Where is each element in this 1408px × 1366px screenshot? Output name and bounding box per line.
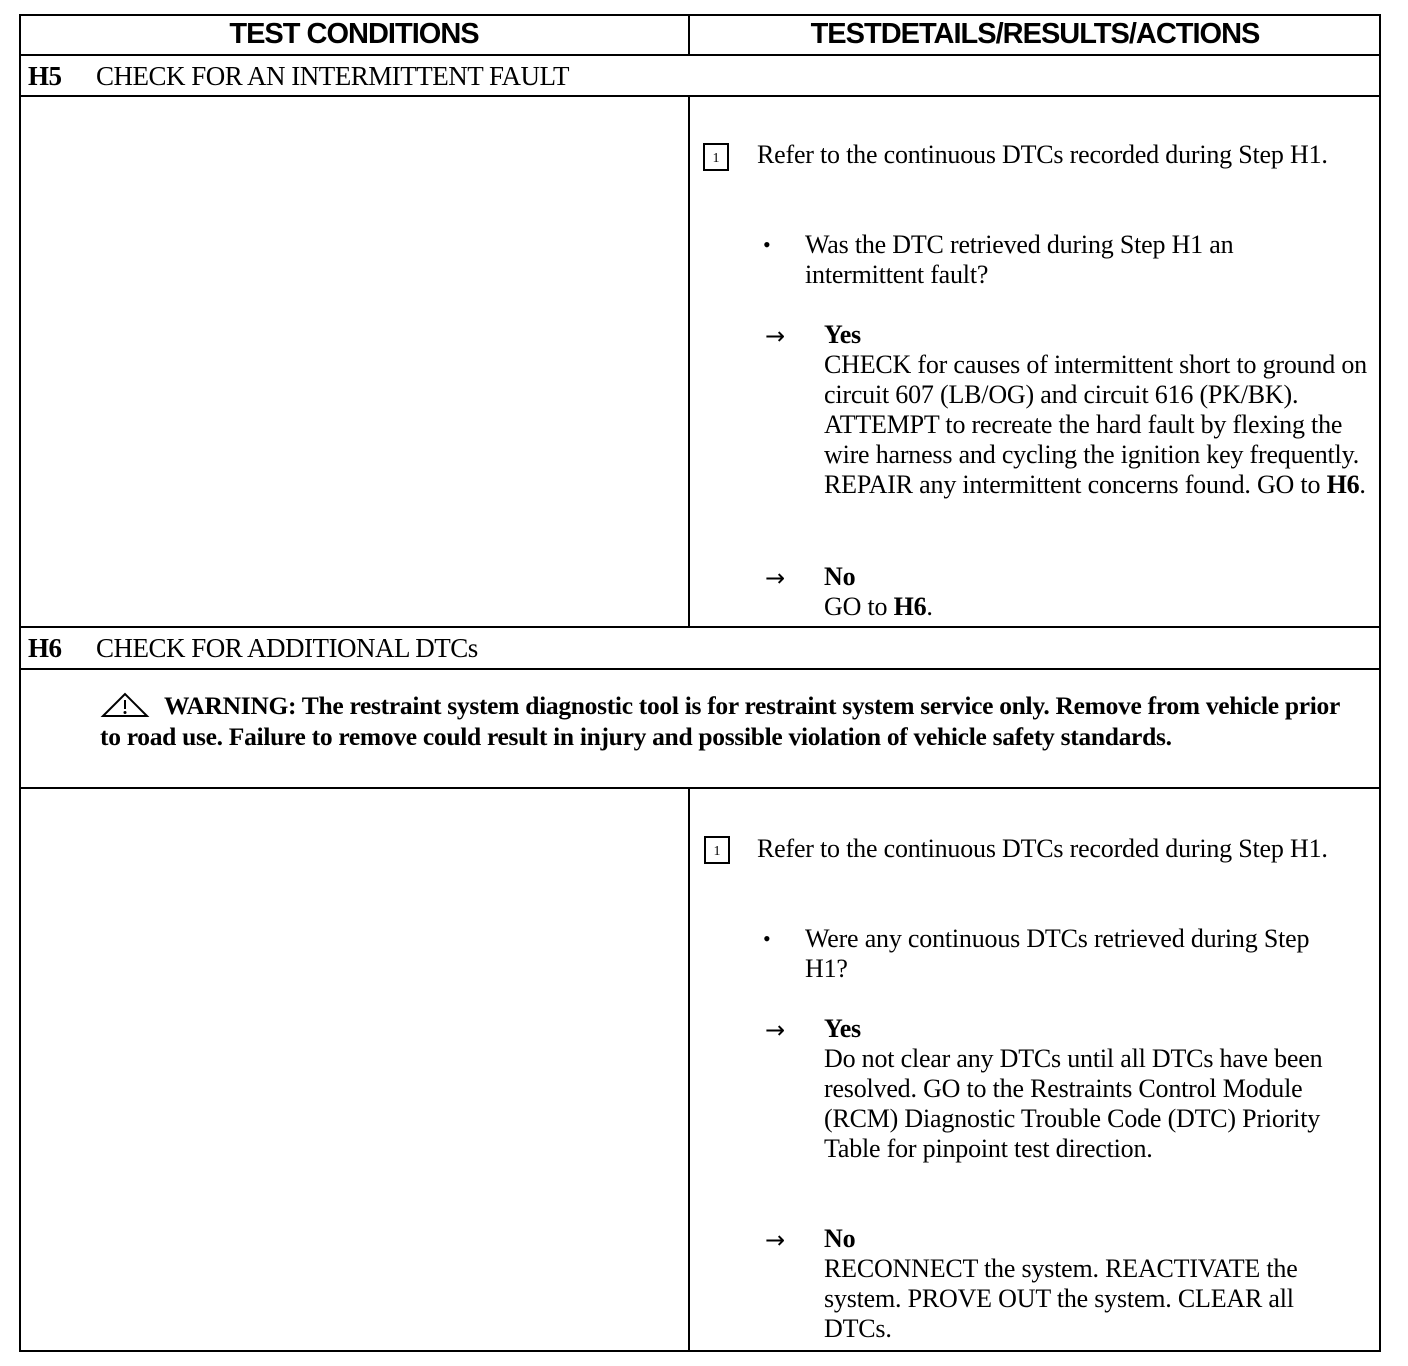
section-h5-title bbox=[28, 56, 569, 96]
h5-no-goto-link[interactable]: H6 bbox=[893, 592, 927, 621]
h5-no-arrow-icon: → bbox=[765, 564, 786, 592]
h6-no-arrow-icon: → bbox=[765, 1226, 786, 1254]
h6-yes-label: Yes bbox=[824, 1014, 861, 1043]
table-border-right bbox=[1379, 14, 1381, 1352]
h5-no-end: . bbox=[926, 592, 933, 621]
warning-triangle-icon bbox=[100, 692, 150, 718]
h5-no-action bbox=[824, 592, 1374, 622]
h5-bullet: • bbox=[763, 232, 771, 257]
section-h5-label: CHECK FOR AN INTERMITTENT FAULT bbox=[96, 61, 570, 91]
h5-question: Was the DTC retrieved during Step H1 an intermittent fault? bbox=[805, 230, 1234, 289]
h6-title-divider bbox=[19, 668, 1381, 670]
h5-no-text: GO to bbox=[824, 592, 888, 621]
warning-block bbox=[100, 690, 1350, 752]
section-h6-label: CHECK FOR ADDITIONAL DTCs bbox=[96, 633, 478, 663]
h6-question: Were any continuous DTCs retrieved during Step H1? bbox=[805, 924, 1310, 983]
h5-yes-end: . bbox=[1359, 470, 1366, 499]
h6-bullet: • bbox=[763, 926, 771, 951]
h5-yes-action bbox=[824, 350, 1374, 500]
h5-step-text: Refer to the continuous DTCs recorded during Step H1. bbox=[757, 140, 1328, 169]
h6-no-label: No bbox=[824, 1224, 856, 1253]
h6-yes-arrow-icon: → bbox=[765, 1016, 786, 1044]
table-border-bottom bbox=[19, 1350, 1381, 1352]
section-h6-id: H6 bbox=[28, 633, 62, 663]
h6-step-number-box: 1 bbox=[704, 836, 730, 864]
h5-yes-text: CHECK for causes of intermittent short to ground on circuit 607 (LB/OG) and circuit 616 (PK/BK). ATTEMPT to recreate the hard fault by flexing the wire harness and cycling the ignition key frequently. REPAIR any intermittent concerns found. GO to bbox=[824, 350, 1367, 499]
h6-no-text: RECONNECT the system. REACTIVATE the system. PROVE OUT the system. CLEAR all DTCs. bbox=[824, 1254, 1298, 1343]
warning-divider bbox=[19, 787, 1381, 789]
h5-yes-goto-link[interactable]: H6 bbox=[1326, 470, 1360, 499]
header-test-conditions: TEST CONDITIONS bbox=[229, 18, 479, 50]
h5-yes-label: Yes bbox=[824, 320, 861, 349]
h5-no-label: No bbox=[824, 562, 856, 591]
h6-yes-text: Do not clear any DTCs until all DTCs have been resolved. GO to the Restraints Control Module (RCM) Diagnostic Trouble Code (DTC) Priority Table for pinpoint test direction. bbox=[824, 1044, 1323, 1163]
column-divider-h5 bbox=[688, 95, 690, 627]
header-test-details: TESTDETAILS/RESULTS/ACTIONS bbox=[810, 18, 1260, 50]
table-border-left bbox=[19, 14, 21, 1352]
h5-step-number-box: 1 bbox=[703, 143, 729, 171]
column-divider-h6 bbox=[688, 787, 690, 1351]
warning-text: WARNING: The restraint system diagnostic tool is for restraint system service only. Remove from vehicle prior to road use. Failure to remove could result in injury and possible violation of vehicle safety standards. bbox=[100, 691, 1340, 751]
h6-step-text: Refer to the continuous DTCs recorded during Step H1. bbox=[757, 834, 1328, 863]
section-h6-title bbox=[28, 628, 478, 668]
h5-yes-arrow-icon: → bbox=[765, 322, 786, 350]
section-h5-id: H5 bbox=[28, 61, 62, 91]
